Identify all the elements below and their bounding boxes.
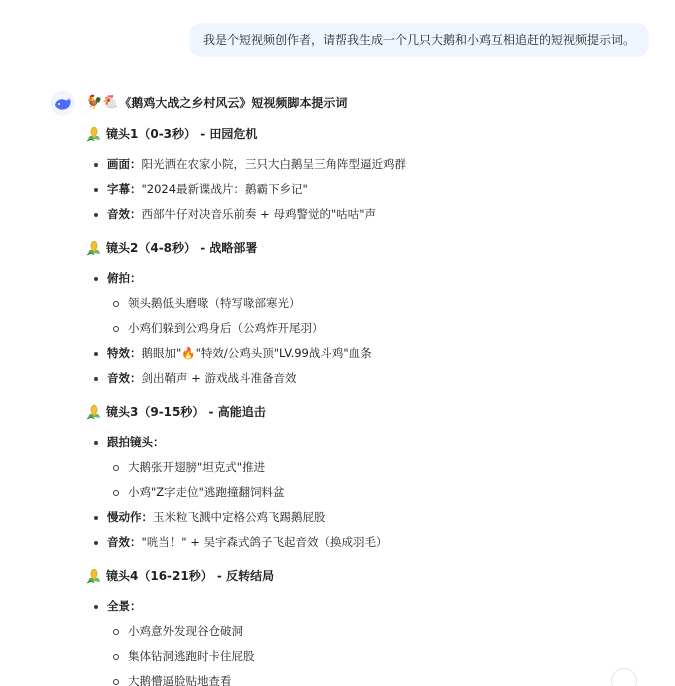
script-section: [86, 238, 646, 391]
sub-item-list: [107, 291, 646, 341]
item-key: 全景：: [107, 599, 142, 613]
corn-icon: [86, 568, 102, 584]
section-item-list: [86, 594, 646, 686]
list-item: [86, 530, 646, 555]
list-item: [86, 366, 646, 391]
sub-list-item: 领头鹅低头磨喙（特写喙部寒光）: [107, 291, 646, 316]
item-text: 剑出鞘声 + 游戏战斗准备音效: [141, 371, 297, 385]
item-text: 玉米粒飞溅中定格公鸡飞踢鹅屁股: [153, 510, 326, 524]
sub-list-item: 大鹅张开翅膀"坦克式"推进: [107, 455, 646, 480]
section-item-list: [86, 430, 646, 555]
list-item: [86, 152, 646, 177]
item-key: 特效：: [107, 346, 142, 360]
list-item: [86, 266, 646, 341]
section-heading: [86, 238, 646, 258]
reply-title-text: 《鹅鸡大战之乡村风云》短视频脚本提示词: [119, 96, 348, 110]
item-key: 音效：: [107, 535, 142, 549]
item-text: 阳光洒在农家小院，三只大白鹅呈三角阵型逼近鸡群: [141, 157, 406, 171]
item-key: 音效：: [107, 207, 142, 221]
user-message-row: [189, 23, 649, 57]
sub-list-item: 集体钻洞逃跑时卡住屁股: [107, 644, 646, 669]
corn-icon: [86, 240, 102, 256]
sub-list-item: 小鸡"Z字走位"逃跑撞翻饲料盆: [107, 480, 646, 505]
sub-item-list: [107, 619, 646, 686]
list-item: [86, 202, 646, 227]
section-heading-text: 镜头4（16-21秒） - 反转结局: [106, 569, 275, 583]
section-heading-text: 镜头1（0-3秒） - 田园危机: [106, 127, 258, 141]
list-item: [86, 505, 646, 530]
item-key: 俯拍：: [107, 271, 142, 285]
corn-icon: [86, 126, 102, 142]
item-text: 鹅眼加"🔥"特效/公鸡头顶"LV.99战斗鸡"血条: [141, 346, 372, 360]
section-heading: [86, 402, 646, 422]
script-section: [86, 402, 646, 555]
item-key: 跟拍镜头：: [107, 435, 165, 449]
sub-list-item: 大鹅懵逼脸贴地查看: [107, 669, 646, 686]
reply-title: [86, 93, 646, 113]
section-item-list: [86, 266, 646, 391]
list-item: [86, 430, 646, 505]
section-heading: [86, 124, 646, 144]
assistant-whale-icon: [54, 96, 72, 112]
script-section: [86, 124, 646, 227]
section-heading-text: 镜头2（4-8秒） - 战略部署: [106, 241, 258, 255]
item-text: "2024最新谍战片：鹅霸下乡记": [141, 182, 308, 196]
item-key: 画面：: [107, 157, 142, 171]
list-item: [86, 594, 646, 686]
sub-item-list: [107, 455, 646, 505]
script-section: [86, 566, 646, 686]
section-heading: [86, 566, 646, 586]
assistant-reply: [86, 93, 646, 686]
sub-list-item: 小鸡们躲到公鸡身后（公鸡炸开尾羽）: [107, 316, 646, 341]
corn-icon: [86, 404, 102, 420]
script-sections: [86, 124, 646, 686]
section-item-list: [86, 152, 646, 227]
user-message-bubble: 我是个短视频创作者，请帮我生成一个几只大鹅和小鸡互相追赶的短视频提示词。: [189, 23, 649, 57]
item-text: 西部牛仔对决音乐前奏 + 母鸡警觉的"咕咕"声: [141, 207, 377, 221]
item-key: 慢动作：: [107, 510, 153, 524]
item-text: "咣当！" + 吴宇森式鸽子飞起音效（换成羽毛）: [141, 535, 388, 549]
item-key: 字幕：: [107, 182, 142, 196]
assistant-avatar: [50, 91, 75, 116]
item-key: 音效：: [107, 371, 142, 385]
sub-list-item: 小鸡意外发现谷仓破洞: [107, 619, 646, 644]
list-item: [86, 177, 646, 202]
rooster-chicken-emoji: 🐓🐔: [86, 95, 119, 110]
section-heading-text: 镜头3（9-15秒） - 高能追击: [106, 405, 266, 419]
list-item: [86, 341, 646, 366]
